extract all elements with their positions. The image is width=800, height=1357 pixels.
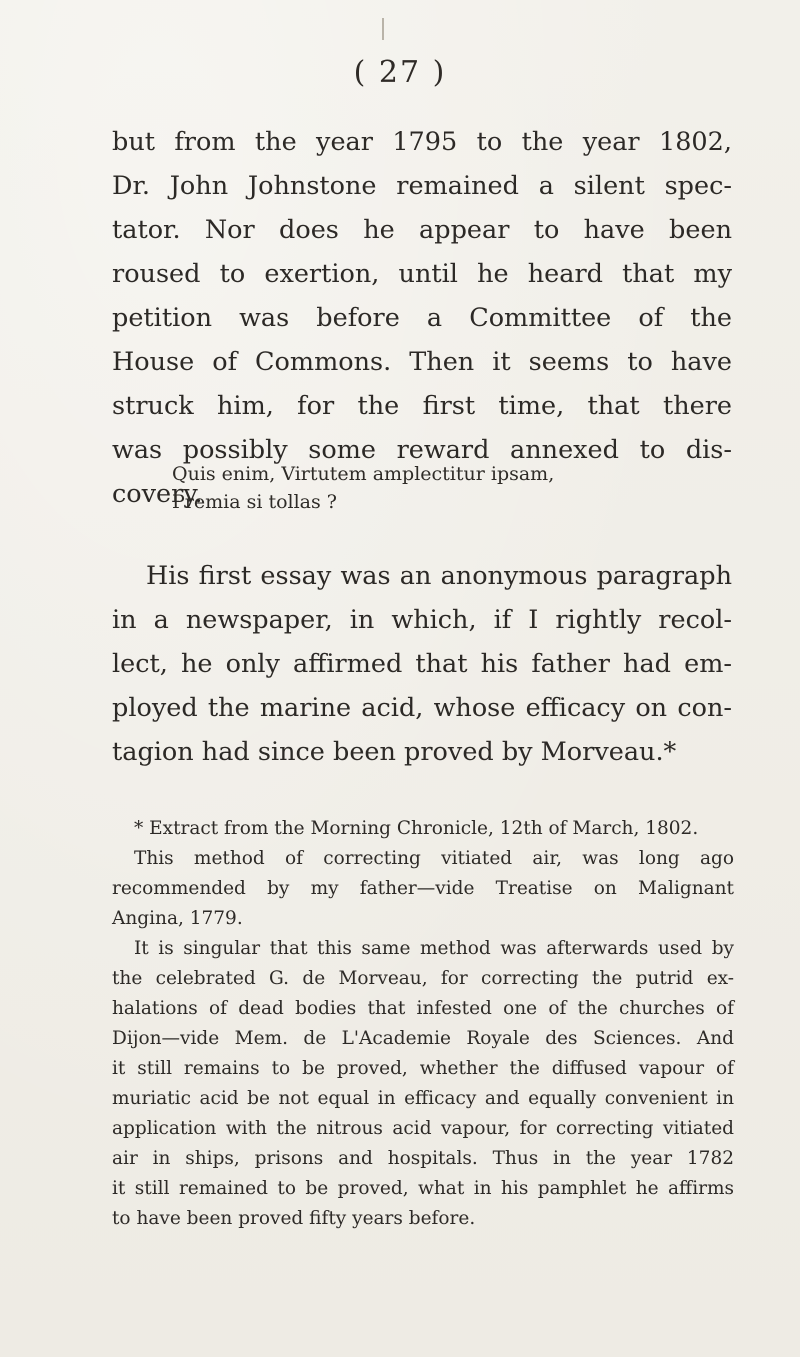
page-number: ( 27 ) (353, 55, 447, 90)
footnote-quote-line: Angina, 1779. (112, 908, 243, 929)
page-mark (382, 18, 384, 40)
footnote-quote-line: This method of correcting vitiated air, was long ago (134, 848, 734, 869)
footnote-body-line: halations of dead bodies that infested one of the churches of (112, 998, 734, 1019)
paragraph-1-line: petition was before a Committee of the (112, 303, 732, 333)
paragraph-1-line: struck him, for the first time, that there (112, 391, 732, 421)
latin-quotation (172, 460, 554, 516)
footnote-quote-line: recommended by my father—vide Treatise on Malignant (112, 878, 734, 899)
paragraph-1-line: House of Commons. Then it seems to have (112, 347, 732, 377)
footnote-body-line: application with the nitrous acid vapour, for correcting vitiated (112, 1118, 734, 1139)
footnote-body-line: muriatic acid be not equal in efficacy and equally convenient in (112, 1088, 734, 1109)
footnote-body-line: Dijon—vide Mem. de L'Academie Royale des Sciences. And (112, 1028, 734, 1049)
paragraph-2-line: His first essay was an anonymous paragraph (146, 561, 732, 591)
footnote-body-line: it still remains to be proved, whether the diffused vapour of (112, 1058, 734, 1079)
footnote-body-line: It is singular that this same method was afterwards used by (134, 938, 734, 959)
paragraph-1-line: was possibly some reward annexed to dis- (112, 435, 732, 465)
quotation-line: Premia si tollas ? (172, 491, 337, 513)
paragraph-2-line: in a newspaper, in which, if I rightly recol- (112, 605, 732, 635)
paragraph-1-line: Dr. John Johnstone remained a silent spec- (112, 171, 732, 201)
footnote (112, 814, 734, 1234)
paragraph-1-line: tator. Nor does he appear to have been (112, 215, 732, 245)
paragraph-2-line: tagion had since been proved by Morveau.* (112, 737, 677, 767)
paragraph-2 (112, 554, 732, 774)
footnote-body-line: it still remained to be proved, what in his pamphlet he affirms (112, 1178, 734, 1199)
paragraph-1 (112, 120, 732, 516)
footnote-source: * Extract from the Morning Chronicle, 12th of March, 1802. (134, 818, 699, 839)
paragraph-1-line: but from the year 1795 to the year 1802, (112, 127, 732, 157)
quotation-line: Quis enim, Virtutem amplectitur ipsam, (172, 463, 555, 485)
footnote-body-line: to have been proved fifty years before. (112, 1208, 476, 1229)
paragraph-2-line: ployed the marine acid, whose efficacy on con- (112, 693, 732, 723)
paragraph-1-line: roused to exertion, until he heard that my (112, 259, 732, 289)
paragraph-1-line: covery. (112, 479, 203, 509)
footnote-body-line: the celebrated G. de Morveau, for correcting the putrid ex- (112, 968, 734, 989)
paragraph-2-line: lect, he only affirmed that his father had em- (112, 649, 732, 679)
footnote-body-line: air in ships, prisons and hospitals. Thus in the year 1782 (112, 1148, 734, 1169)
